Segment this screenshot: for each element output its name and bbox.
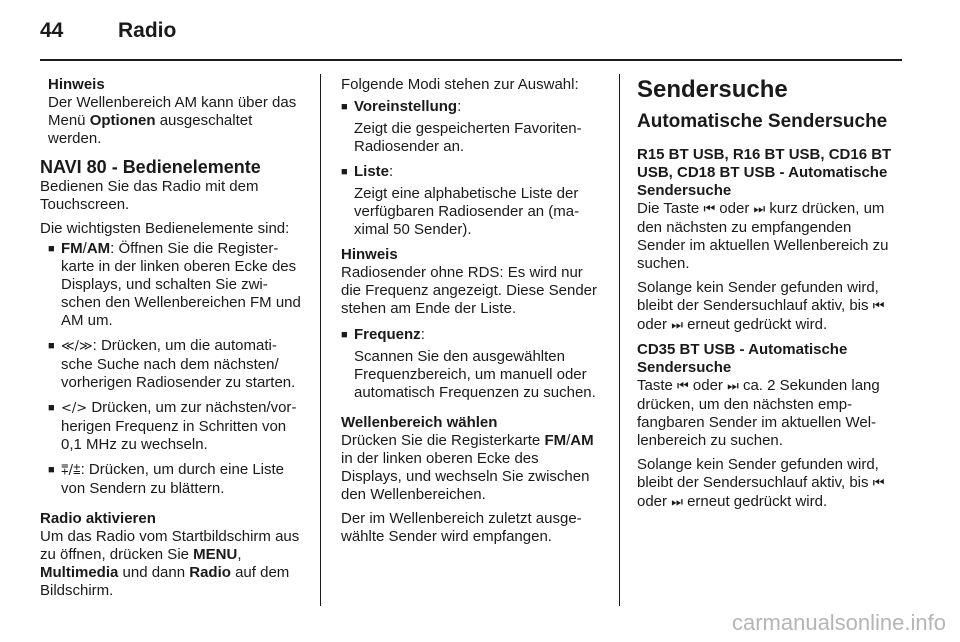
search-paragraph-1: Die Taste ⏮ oder ⏭ kurz drücken, um den nächsten zu empfangenden Sender im aktuellen Wellenbereich zu suchen. [637, 200, 889, 272]
seek-symbol: ≪/≫ [61, 339, 93, 354]
model-heading-r15: R15 BT USB, R16 BT USB, CD16 BT USB, CD18 BT USB - Automatische Sendersuche [637, 146, 892, 199]
note-body: Radiosender ohne RDS: Es wird nur die Frequenz angezeigt. Diese Sender stehen am Ende der Liste. [341, 264, 597, 317]
column-3 [637, 76, 902, 518]
page-number: 44 [40, 19, 64, 42]
note-title: Hinweis [341, 246, 398, 263]
note-am-band [48, 76, 302, 148]
step-symbol: </> [61, 401, 88, 416]
modes-list [341, 98, 603, 239]
list-item: ■ FM/AM: Öffnen Sie die Registerkarte in der linken oberen Ecke des Displays, und schalten Sie zwischen den Wellenbereichen FM und AM um. [48, 240, 302, 330]
list-item: ■ Voreinstellung: Zeigt die gespeicherten Favoriten-Radiosender an. [341, 98, 603, 156]
prev-track-icon: ⏮ [872, 476, 885, 491]
section-title-sendersuche: Sendersuche [637, 76, 788, 103]
modes-list-2 [341, 326, 603, 402]
list-item: ■ Liste: Zeigt eine alphabetische Liste der verfügbaren Radiosender an (maximal 50 Sender). [341, 163, 603, 239]
modes-intro: Folgende Modi stehen zur Auswahl: [341, 76, 579, 93]
prev-track-icon: ⏮ [677, 379, 689, 394]
note-body: Der Wellenbereich AM kann über das Menü Optionen ausgeschaltet werden. [48, 94, 297, 147]
next-track-icon: ⏭ [671, 318, 683, 333]
search-paragraph-2: Solange kein Sender gefunden wird, bleibt der Sendersuchlauf aktiv, bis ⏮ oder ⏭ erneut gedrückt wird. [637, 279, 885, 333]
prev-track-icon: ⏮ [872, 299, 885, 314]
intro-paragraph: Bedienen Sie das Radio mit dem Touchscreen. [40, 178, 259, 213]
search-paragraph-3: Taste ⏮ oder ⏭ ca. 2 Sekunden lang drücken, um den nächsten empfangbaren Sender im aktuellen Wellenbereich zu suchen. [637, 377, 880, 449]
controls-intro: Die wichtigsten Bedienelemente sind: [40, 220, 290, 237]
page-title: Radio [118, 19, 177, 42]
header-rule [40, 59, 902, 61]
note-rds [341, 246, 603, 318]
band-heading: Wellenbereich wählen [341, 414, 498, 431]
activate-heading: Radio aktivieren [40, 510, 156, 527]
watermark: carmanualsonline.info [731, 610, 946, 635]
search-paragraph-4: Solange kein Sender gefunden wird, bleibt der Sendersuchlauf aktiv, bis ⏮ oder ⏭ erneut gedrückt wird. [637, 456, 885, 510]
prev-track-icon: ⏮ [703, 202, 716, 217]
model-heading-cd35: CD35 BT USB - Automatische Sendersuche [637, 341, 848, 376]
note-title: Hinweis [48, 76, 105, 93]
column-2 [341, 76, 603, 552]
activate-paragraph: Um das Radio vom Startbildschirm aus zu öffnen, drücken Sie MENU, Multimedia und dann Radio auf dem Bildschirm. [40, 528, 300, 599]
section-heading-navi80: NAVI 80 - Bedienelemente [40, 157, 261, 177]
list-item: ■ </> Drücken, um zur nächsten/vorherigen Frequenz in Schritten von 0,1 MHz zu wechseln. [48, 399, 302, 454]
column-divider-1 [320, 74, 321, 606]
band-paragraph: Drücken Sie die Registerkarte FM/AM in der linken oberen Ecke des Displays, und wechseln Sie zwischen den Wellenbereichen. [341, 432, 594, 503]
column-1 [40, 76, 302, 606]
list-item: ■ ≪/≫: Drücken, um die automatische Suche nach dem nächsten/ vorherigen Radiosender zu starten. [48, 337, 302, 392]
subtitle-auto-search: Automatische Sendersuche [637, 111, 888, 132]
column-divider-2 [619, 74, 620, 606]
band-paragraph-2: Der im Wellenbereich zuletzt ausgewählte Sender wird empfangen. [341, 510, 582, 545]
controls-list [48, 240, 302, 498]
next-track-icon: ⏭ [753, 202, 766, 217]
next-track-icon: ⏭ [727, 379, 739, 394]
list-scroll-symbol: ⩱/⩲ [61, 463, 81, 478]
list-item: ■ Frequenz: Scannen Sie den ausgewählten Frequenzbereich, um manuell oder automatisch Frequenzen zu suchen. [341, 326, 603, 402]
list-item: ■ ⩱/⩲: Drücken, um durch eine Liste von Sendern zu blättern. [48, 461, 302, 498]
next-track-icon: ⏭ [671, 495, 683, 510]
